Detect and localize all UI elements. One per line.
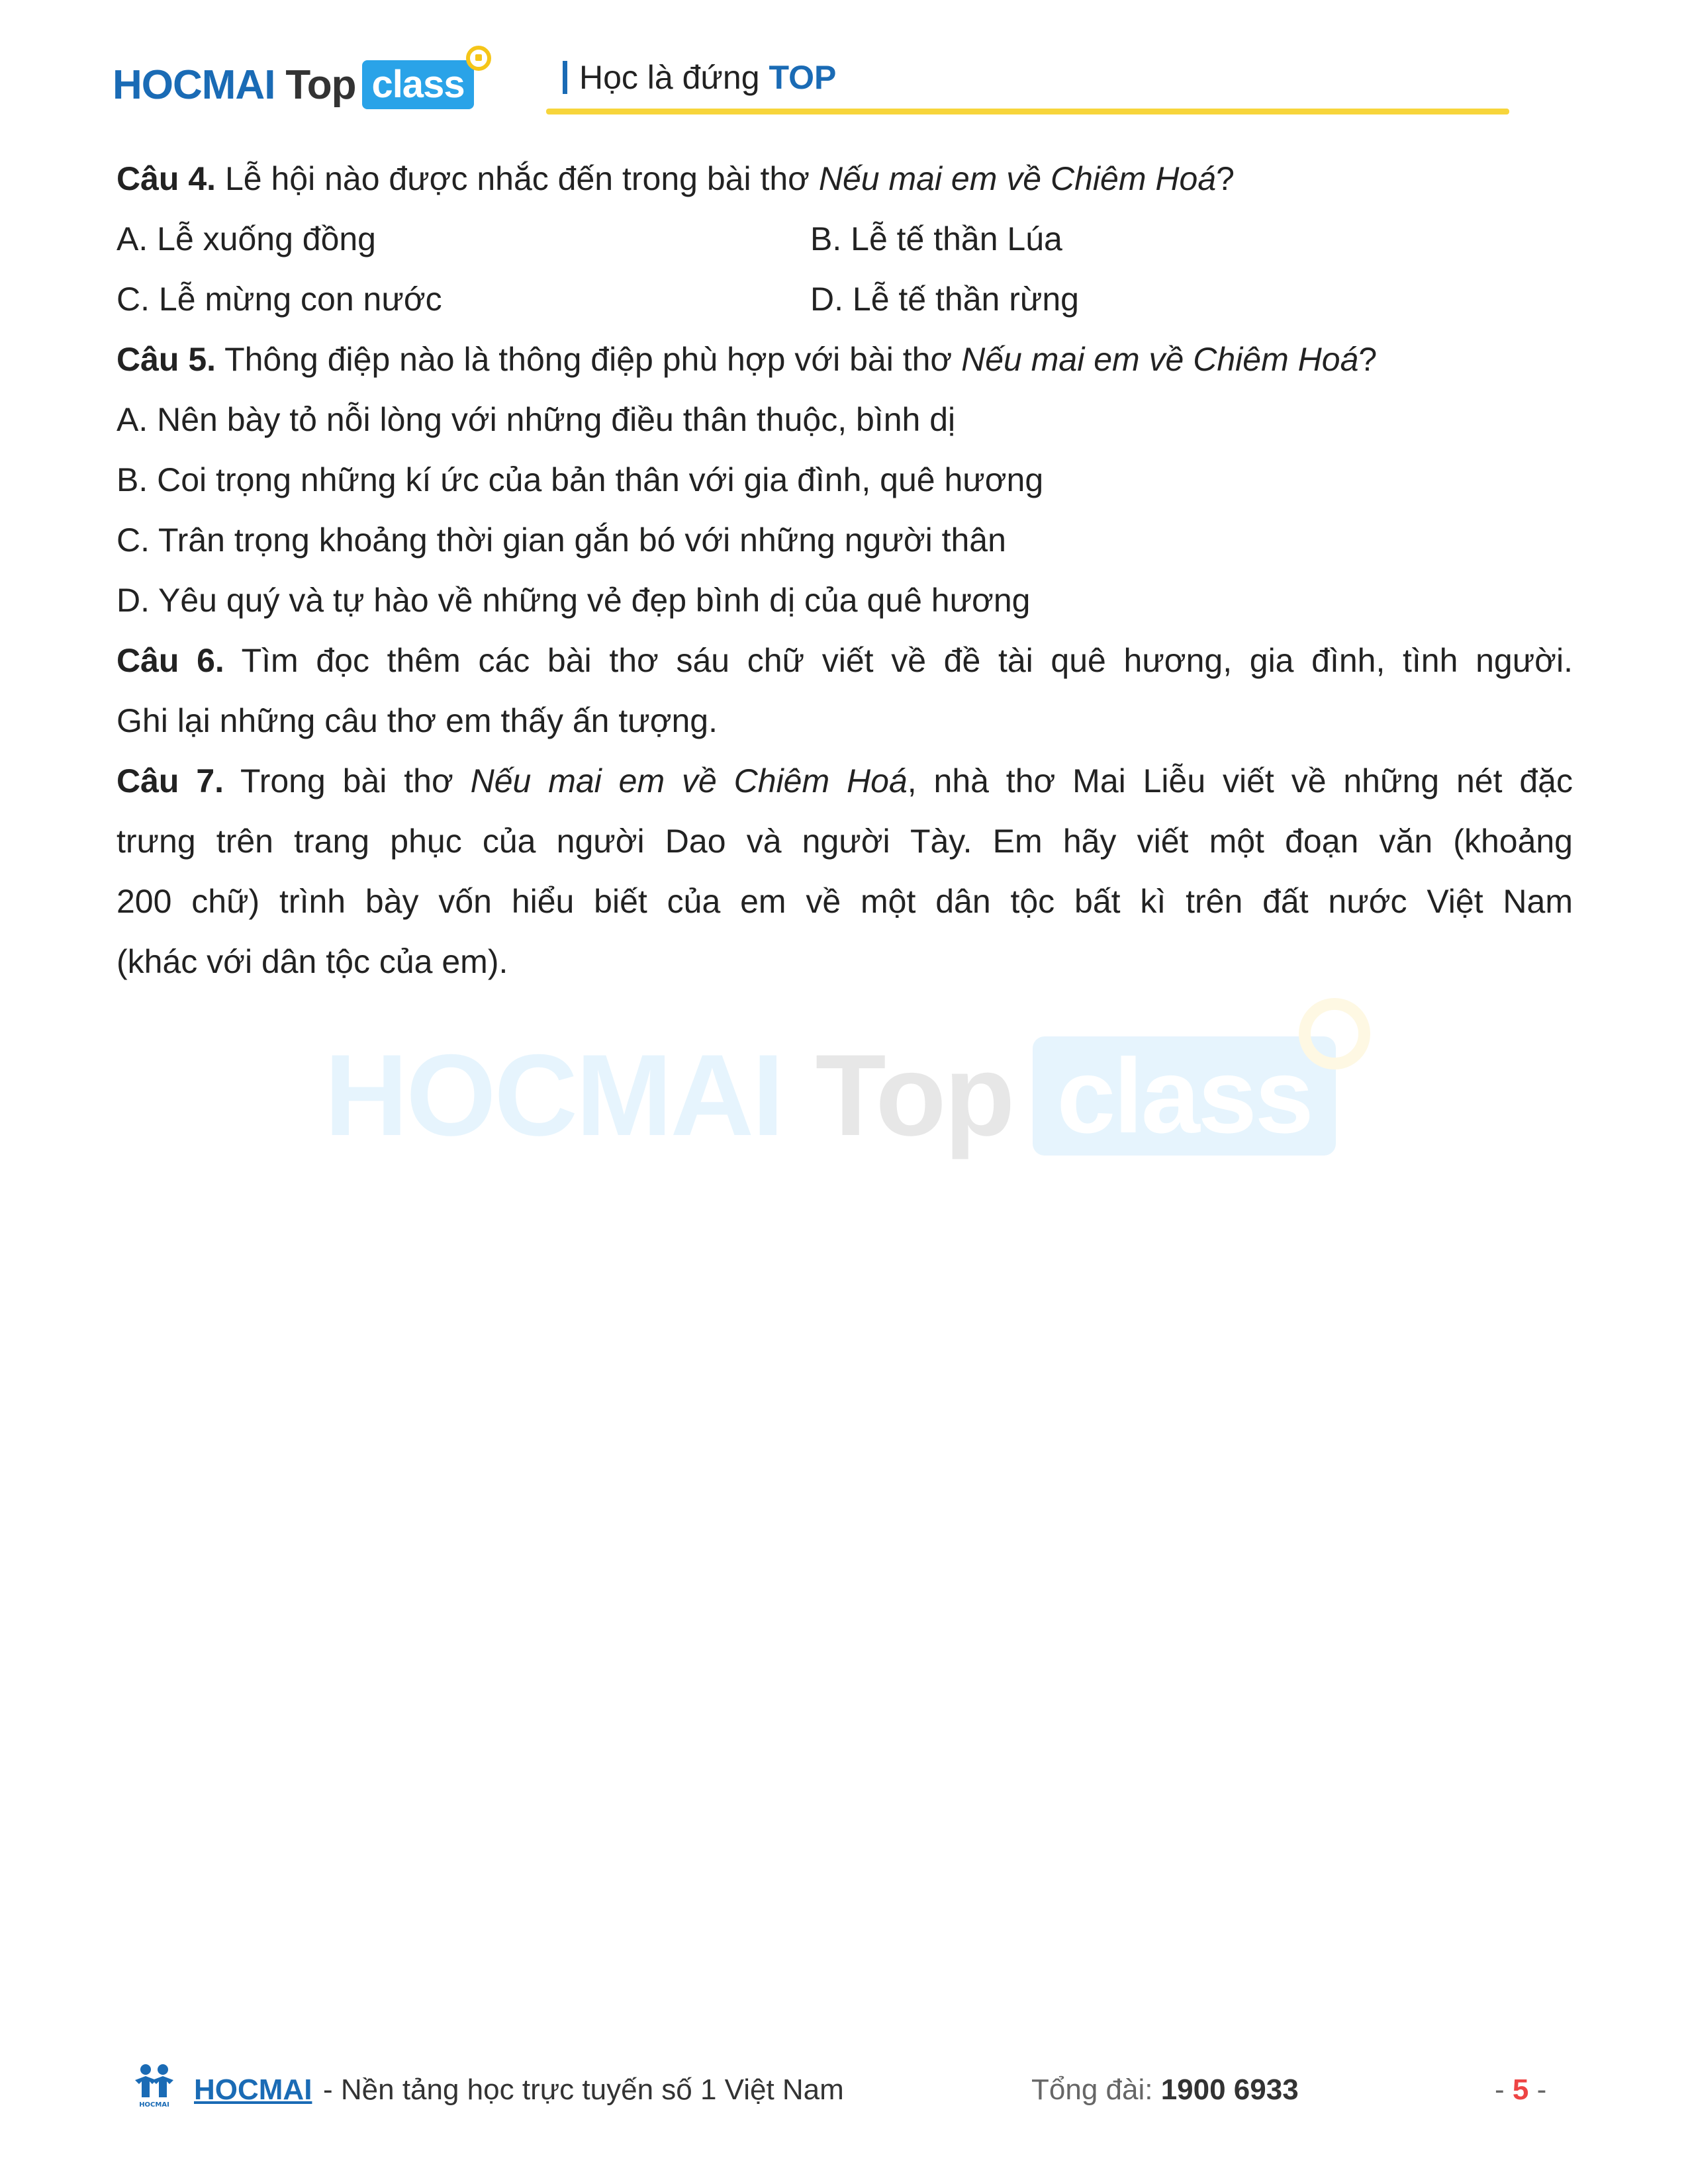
sun-icon <box>466 46 491 71</box>
hotline-number: 1900 6933 <box>1160 2073 1299 2106</box>
question-7 <box>117 751 1573 811</box>
question-4 <box>117 149 1573 209</box>
page-header <box>113 40 1509 116</box>
slogan-divider <box>563 61 567 94</box>
question-label: Câu 6. <box>117 642 224 679</box>
page-suffix: - <box>1536 2073 1547 2106</box>
option-c: C. Lễ mừng con nước <box>117 281 442 318</box>
page-number <box>1495 2073 1546 2107</box>
footer-hotline <box>1031 2073 1299 2107</box>
option-a: A. Nên bày tỏ nỗi lòng với những điều thân thuộc, bình dị <box>117 401 956 438</box>
page-footer <box>131 2062 1554 2121</box>
logo-hocmai-text: HOCMAI <box>113 62 275 108</box>
logo-class-text: class <box>371 63 465 106</box>
question-mark: ? <box>1358 341 1378 378</box>
slogan-prefix: Học là đứng <box>579 59 760 96</box>
question-label: Câu 7. <box>117 762 224 799</box>
poem-title: Nếu mai em về Chiêm Hoá <box>470 762 908 799</box>
question-6-line2: Ghi lại những câu thơ em thấy ấn tượng. <box>117 702 718 739</box>
footer-slogan: - Nền tảng học trực tuyến số 1 Việt Nam <box>323 2073 844 2106</box>
question-label: Câu 5. <box>117 341 216 378</box>
question-text-cont: , nhà thơ Mai Liễu viết về những nét đặc <box>907 762 1573 799</box>
document-body <box>117 149 1573 992</box>
option-d: D. Lễ tế thần rừng <box>810 281 1079 318</box>
option-b: B. Lễ tế thần Lúa <box>810 220 1062 257</box>
question-5 <box>117 330 1573 390</box>
options-row <box>117 269 1573 330</box>
question-6 <box>117 631 1573 691</box>
page-prefix: - <box>1495 2073 1505 2106</box>
icon-caption: HOCMAI <box>139 2101 169 2109</box>
option-a: A. Lễ xuống đồng <box>117 220 376 257</box>
watermark-class-badge <box>1033 1036 1335 1156</box>
poem-title: Nếu mai em về Chiêm Hoá <box>961 341 1359 378</box>
question-text: Tìm đọc thêm các bài thơ sáu chữ viết về đề tài quê hương, gia đình, tình người. <box>241 642 1573 679</box>
header-underline <box>546 109 1509 114</box>
option-c: C. Trân trọng khoảng thời gian gắn bó với những người thân <box>117 522 1006 559</box>
options-row <box>117 209 1573 269</box>
watermark-top: Top <box>815 1031 1013 1160</box>
logo-top-text: Top <box>285 62 356 108</box>
sun-icon <box>1299 998 1370 1069</box>
hocmai-topclass-logo <box>113 58 474 111</box>
hocmai-people-icon <box>131 2062 177 2109</box>
watermark-class: class <box>1056 1036 1312 1155</box>
footer-brand-link[interactable]: HOCMAI <box>194 2073 312 2106</box>
question-text: Lễ hội nào được nhắc đến trong bài thơ <box>224 160 810 197</box>
question-7-line3: 200 chữ) trình bày vốn hiểu biết của em về một dân tộc bất kì trên đất nước Việt Nam <box>117 883 1573 920</box>
option-b: B. Coi trọng những kí ức của bản thân với gia đình, quê hương <box>117 461 1044 498</box>
hotline-label: Tổng đài: <box>1031 2073 1153 2106</box>
question-7-line2: trưng trên trang phục của người Dao và người Tày. Em hãy viết một đoạn văn (khoảng <box>117 823 1573 860</box>
watermark-logo <box>324 1029 1336 1162</box>
question-mark: ? <box>1216 160 1235 197</box>
question-text: Trong bài thơ <box>240 762 453 799</box>
question-text: Thông điệp nào là thông điệp phù hợp với bài thơ <box>224 341 953 378</box>
question-7-line4: (khác với dân tộc của em). <box>117 943 508 980</box>
poem-title: Nếu mai em về Chiêm Hoá <box>818 160 1217 197</box>
page-number-value: 5 <box>1512 2073 1529 2106</box>
question-label: Câu 4. <box>117 160 216 197</box>
logo-class-badge <box>362 60 473 109</box>
slogan-highlight: TOP <box>769 59 837 96</box>
option-d: D. Yêu quý và tự hào về những vẻ đẹp bình dị của quê hương <box>117 582 1031 619</box>
header-slogan <box>563 58 836 97</box>
watermark-hocmai: HOCMAI <box>324 1031 782 1160</box>
